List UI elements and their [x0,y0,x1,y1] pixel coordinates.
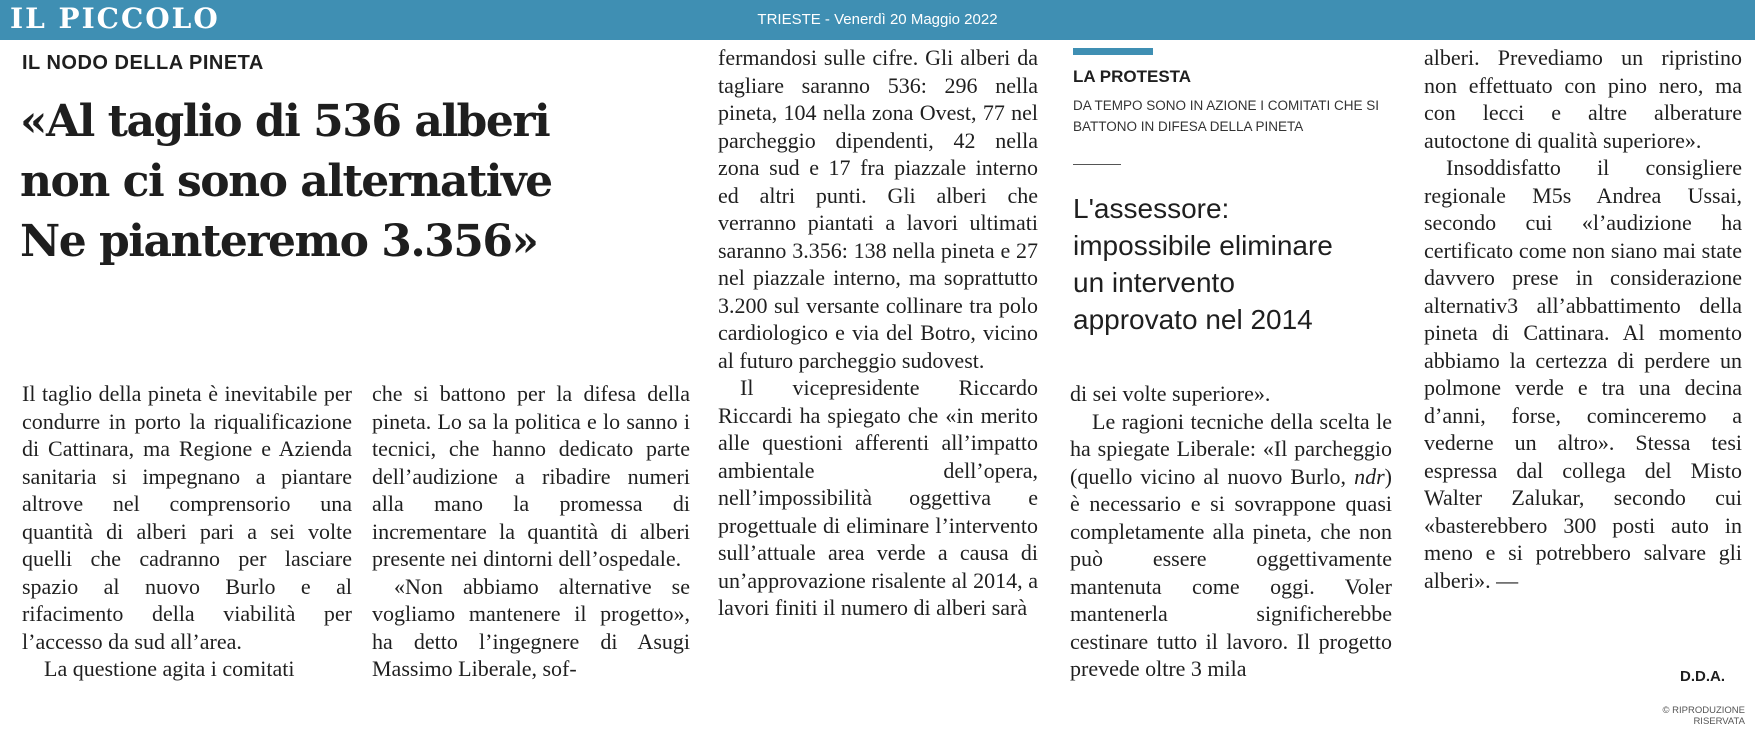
sidebox-title-line: approvato nel 2014 [1073,304,1313,335]
paragraph: di sei volte superiore». [1070,381,1271,406]
sidebox-title-line: impossibile eliminare [1073,230,1333,261]
sidebox-subtitle: DA TEMPO SONO IN AZIONE I COMITATI CHE SI BATTONO IN DIFESA DELLA PINETA [1073,98,1380,134]
headline [20,92,700,272]
paragraph: Il vicepresidente Riccardo Riccardi ha spiegato che «in merito alle questioni afferenti all’impatto ambientale dell’opera, nell’impossibilità oggettiva e progettuale di eliminare l’intervento sull’attuale area verde a causa di un’approvazione risalente al 2014, a lavori finiti il numero di alberi sarà [718,375,1038,620]
text-run: ) è necessario e si sovrappone quasi completamente alla pineta, che non può essere oggettivamente mantenuta come oggi. Voler mantenerla significherebbe cestinare tutto il lavoro. Il progetto prevede oltre 3 mila [1070,463,1392,681]
column-4 [1070,380,1392,683]
sidebox-accent-bar [1073,48,1153,55]
paragraph [1070,408,1392,683]
column-2 [372,380,690,683]
column-5 [1424,44,1742,594]
sidebox-title [1073,190,1403,338]
dateline: TRIESTE - Venerdì 20 Maggio 2022 [757,11,998,28]
paragraph: La questione agita i comitati [44,656,295,681]
column-1 [22,380,352,683]
column-3 [718,44,1038,622]
italic-note: ndr [1354,463,1385,489]
paragraph: Il taglio della pineta è inevitabile per condurre in porto la riqualificazione di Cattinara, ma Regione e Azienda sanitaria si impegnano a piantare altrove nel comprensorio una quantità di alberi pari a sei volte quelli che cadranno per lasciare spazio al nuovo Burlo e al rifacimento della viabilità per l’accesso da sud all’area. [22,381,352,654]
sidebox-title-line: un intervento [1073,267,1235,298]
paragraph: che si battono per la difesa della pineta. Lo sa la politica e lo sanno i tecnici, che hanno dedicato parte dell’audizione a ribadire numeri alla mano la promessa di incrementare la quantità di alberi presente nei dintorni dell’ospedale. [372,381,690,571]
sidebox-divider [1073,164,1121,165]
headline-line: Ne pianteremo 3.356» [20,216,538,267]
newspaper-logo: IL PICCOLO [10,2,220,35]
headline-line: non ci sono alternative [20,156,552,207]
author-signature: D.D.A. [1680,668,1725,685]
paragraph: «Non abbiamo alternative se vogliamo mantenere il progetto», ha detto l’ingegnere di Asugi Massimo Liberale, sof- [372,573,690,681]
paragraph: alberi. Prevediamo un ripristino non effettuato con pino nero, ma con lecci e altre alberature autoctone di qualità superiore». [1424,45,1742,153]
headline-line: «Al taglio di 536 alberi [20,96,550,147]
text-run: Le ragioni tecniche della scelta le ha spiegate Liberale: «Il parcheggio (quello vicino al nuovo Burlo, [1070,408,1392,489]
article-kicker: IL NODO DELLA PINETA [22,52,264,74]
masthead [0,0,1755,40]
sidebox-kicker: LA PROTESTA [1073,67,1192,86]
paragraph: Insoddisfatto il consigliere regionale M5s Andrea Ussai, secondo cui «l’audizione ha certificato come non siano mai state davvero prese in considerazione alternativ3 all’abbattimento della pineta di Cattinara. Al momento abbiamo la certezza di perdere un polmone verde e tra una decina d’anni, forse, cominceremo a vederne un altro». Stessa tesi espressa dal collega del Misto Walter Zalukar, secondo cui «basterebbero 300 posti auto in meno e si potrebbero salvare gli alberi». — [1424,155,1742,593]
paragraph: fermandosi sulle cifre. Gli alberi da tagliare saranno 536: 296 nella pineta, 104 nella zona Ovest, 77 nel parcheggio dipendenti, 42 nella zona sud e 17 fra piazzale interno ed altri punti. Gli alberi che verranno piantati a lavori ultimati saranno 3.356: 138 nella pineta e 27 nel piazzale interno, ma soprattutto 3.200 sul versante collinare tra polo cardiologico e via del Botro, vicino al futuro parcheggio sudovest. [718,45,1038,373]
sidebox-title-line: L'assessore: [1073,193,1230,224]
copyright-notice: © RIPRODUZIONE RISERVATA [1662,705,1745,727]
